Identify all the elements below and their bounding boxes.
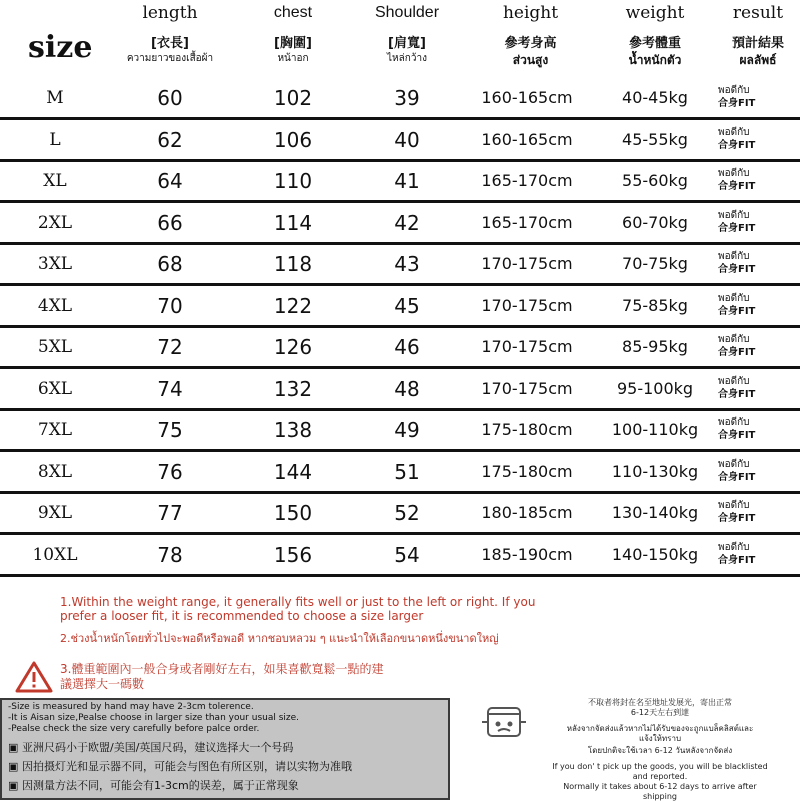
header-height-zh: 參考身高 (504, 36, 557, 51)
size-label: 10XL (32, 545, 78, 565)
chest-value: 144 (273, 460, 313, 484)
result-fit: 合身FIT (718, 513, 756, 524)
weight-value: 95-100kg (616, 379, 694, 398)
chest-value: 156 (273, 543, 313, 567)
size-label: 9XL (37, 503, 73, 523)
header-shoulder-th: ไหล่กว้าง (387, 53, 427, 64)
height-value: 180-185cm (481, 503, 573, 522)
weight-value: 110-130kg (611, 462, 699, 481)
header-result-en: result (732, 3, 784, 23)
result-th: พอดีกับ (718, 334, 750, 345)
table-row (0, 327, 800, 369)
size-label: L (49, 130, 61, 150)
height-value: 175-180cm (481, 462, 573, 481)
size-label: 7XL (37, 420, 73, 440)
length-value: 76 (157, 460, 183, 484)
table-row (0, 203, 800, 245)
note-3-line-2: 議選擇大一碼數 (60, 677, 145, 691)
chest-value: 102 (273, 86, 313, 110)
delivery-box-icon (480, 700, 528, 744)
header-result-zh: 預計結果 (731, 36, 784, 51)
result-th: พอดีกับ (718, 459, 750, 470)
result-fit: 合身FIT (718, 430, 756, 441)
header-shoulder-en: Shoulder (374, 4, 440, 21)
height-value: 160-165cm (481, 88, 573, 107)
chest-value: 114 (273, 211, 313, 235)
header-result (716, 0, 800, 86)
result-th: พอดีกับ (718, 127, 750, 138)
shoulder-value: 52 (394, 501, 420, 525)
shoulder-value: 51 (394, 460, 420, 484)
table-row (0, 286, 800, 328)
shoulder-value: 45 (394, 294, 420, 318)
header-height-en: height (502, 3, 559, 23)
lock-icon: ▣ (8, 760, 19, 773)
result-cell (718, 458, 788, 492)
weight-value: 130-140kg (611, 503, 699, 522)
header-chest-zh: [胸圍] (274, 36, 312, 51)
height-value: 170-175cm (481, 254, 573, 273)
shipping-th-1: หลังจากจัดส่งแล้วหากไม่ได้รับของจะถูกแบล็คลิสต์และ (566, 724, 754, 733)
result-cell (718, 250, 788, 284)
header-length (110, 0, 230, 86)
shoulder-value: 43 (394, 252, 420, 276)
height-value: 175-180cm (481, 420, 573, 439)
table-row (0, 78, 800, 120)
disclaimer-en-2: -It is Aisan size,Pealse choose in larger size than your usual size. (8, 713, 300, 723)
chest-value: 110 (273, 169, 313, 193)
header-length-th: ความยาวของเสื้อผ้า (126, 53, 214, 64)
size-label: 8XL (37, 462, 73, 482)
result-cell (718, 375, 788, 409)
weight-value: 45-55kg (622, 130, 688, 149)
weight-value: 75-85kg (622, 296, 688, 315)
result-fit: 合身FIT (718, 472, 756, 483)
result-fit: 合身FIT (718, 389, 756, 400)
result-cell (718, 209, 788, 243)
shipping-th-3: โดยปกติจะใช้เวลา 6-12 วันหลังจากจัดส่ง (587, 746, 733, 755)
header-shoulder (352, 0, 462, 86)
header-length-zh: [衣長] (151, 36, 189, 51)
header-height-th: ส่วนสูง (512, 53, 549, 67)
length-value: 66 (157, 211, 183, 235)
shoulder-value: 41 (394, 169, 420, 193)
disclaimer-zh-1 (8, 741, 293, 755)
chest-value: 138 (273, 418, 313, 442)
result-th: พอดีกับ (718, 293, 750, 304)
header-chest-en: chest (273, 4, 313, 21)
table-row (0, 161, 800, 203)
note-1-line-2: prefer a looser fit, it is recommended to choose a size larger (60, 609, 424, 623)
weight-value: 70-75kg (622, 254, 688, 273)
size-label: M (46, 88, 64, 108)
chest-value: 122 (273, 294, 313, 318)
size-label: XL (43, 171, 67, 191)
shoulder-value: 54 (394, 543, 420, 567)
note-1 (60, 595, 535, 623)
height-value: 185-190cm (481, 545, 573, 564)
shoulder-value: 40 (394, 128, 420, 152)
weight-value: 100-110kg (611, 420, 699, 439)
result-cell (718, 84, 788, 118)
result-fit: 合身FIT (718, 140, 756, 151)
shipping-en-3: Normally it takes about 6-12 days to arrive after (563, 782, 757, 791)
header-weight-zh: 參考體重 (628, 36, 681, 51)
shoulder-value: 39 (394, 86, 420, 110)
shipping-notice (460, 690, 800, 800)
disclaimer-zh-1-text: 亚洲尺码小于欧盟/美国/英国尺码，建议选择大一个号码 (22, 741, 294, 754)
result-cell (718, 333, 788, 367)
result-cell (718, 499, 788, 533)
result-fit: 合身FIT (718, 98, 756, 109)
shipping-en-4: shipping (643, 792, 677, 801)
note-3 (60, 662, 383, 692)
result-fit: 合身FIT (718, 264, 756, 275)
chest-value: 118 (273, 252, 313, 276)
length-value: 75 (157, 418, 183, 442)
warning-triangle-icon (14, 660, 54, 694)
length-value: 74 (157, 377, 183, 401)
height-value: 170-175cm (481, 337, 573, 356)
header-length-en: length (142, 3, 198, 23)
result-fit: 合身FIT (718, 223, 756, 234)
weight-value: 40-45kg (622, 88, 688, 107)
shipping-th-2: แจ้งให้ทราบ (638, 734, 682, 743)
size-label: 5XL (37, 337, 73, 357)
result-cell (718, 292, 788, 326)
note-2: 2.ช่วงน้ำหนักโดยทั่วไปจะพอดีหรือพอดี หากชอบหลวม ๆ แนะนำให้เลือกขนาดหนึ่งขนาดใหญ่ (60, 632, 499, 645)
result-cell (718, 541, 788, 575)
shoulder-value: 42 (394, 211, 420, 235)
header-chest (238, 0, 348, 86)
disclaimer-panel (0, 698, 450, 800)
disclaimer-en-3: -Pealse check the size very carefully before palce order. (8, 724, 260, 734)
disclaimer-en-1: -Size is measured by hand may have 2-3cm tolerence. (8, 702, 254, 712)
length-value: 78 (157, 543, 183, 567)
shipping-zh-2: 6-12天左右到達 (630, 708, 690, 717)
result-fit: 合身FIT (718, 347, 756, 358)
note-3-line-1: 3.體重範圍內一般合身或者剛好左右，如果喜歡寬鬆一點的建 (60, 662, 384, 676)
size-label: 4XL (37, 296, 73, 316)
result-th: พอดีกับ (718, 85, 750, 96)
length-value: 77 (157, 501, 183, 525)
table-row (0, 244, 800, 286)
size-label: 6XL (37, 379, 73, 399)
header-result-th: ผลลัพธ์ (739, 53, 777, 67)
result-th: พอดีกับ (718, 500, 750, 511)
header-chest-th: หน้าอก (277, 53, 309, 64)
result-cell (718, 416, 788, 450)
header-weight-th: น้ำหนักตัว (628, 53, 682, 67)
result-cell (718, 167, 788, 201)
height-value: 160-165cm (481, 130, 573, 149)
chest-value: 106 (273, 128, 313, 152)
disclaimer-zh-3-text: 因测量方法不同，可能会有1-3cm的误差，属于正常现象 (22, 779, 299, 792)
result-th: พอดีกับ (718, 542, 750, 553)
length-value: 64 (157, 169, 183, 193)
result-th: พอดีกับ (718, 376, 750, 387)
disclaimer-zh-3 (8, 779, 299, 793)
length-value: 60 (157, 86, 183, 110)
chest-value: 132 (273, 377, 313, 401)
chest-value: 150 (273, 501, 313, 525)
lock-icon: ▣ (8, 741, 19, 754)
shoulder-value: 48 (394, 377, 420, 401)
table-row (0, 120, 800, 162)
result-th: พอดีกับ (718, 251, 750, 262)
result-cell (718, 126, 788, 160)
shoulder-value: 49 (394, 418, 420, 442)
header-weight (595, 0, 715, 86)
table-row (0, 493, 800, 535)
shipping-en-1: If you don' t pick up the goods, you will be blacklisted (552, 762, 768, 771)
result-fit: 合身FIT (718, 306, 756, 317)
result-th: พอดีกับ (718, 417, 750, 428)
length-value: 70 (157, 294, 183, 318)
table-row (0, 410, 800, 452)
header-height (468, 0, 593, 86)
height-value: 165-170cm (481, 171, 573, 190)
result-fit: 合身FIT (718, 181, 756, 192)
size-column-title: size (28, 30, 93, 65)
height-value: 165-170cm (481, 213, 573, 232)
result-th: พอดีกับ (718, 210, 750, 221)
shipping-en-2: and reported. (632, 772, 688, 781)
header-weight-en: weight (625, 3, 685, 23)
shipping-zh-1: 不取者将封在名至地址发展光，寄出正常 (588, 698, 732, 707)
weight-value: 55-60kg (622, 171, 688, 190)
weight-value: 60-70kg (622, 213, 688, 232)
result-th: พอดีกับ (718, 168, 750, 179)
lock-icon: ▣ (8, 779, 19, 792)
weight-value: 140-150kg (611, 545, 699, 564)
table-row (0, 369, 800, 411)
table-row (0, 452, 800, 494)
weight-value: 85-95kg (622, 337, 688, 356)
disclaimer-zh-2 (8, 760, 352, 774)
chest-value: 126 (273, 335, 313, 359)
height-value: 170-175cm (481, 296, 573, 315)
length-value: 62 (157, 128, 183, 152)
length-value: 68 (157, 252, 183, 276)
note-1-line-1: 1.Within the weight range, it generally fits well or just to the left or right. If you (60, 595, 536, 609)
size-label: 3XL (37, 254, 73, 274)
size-label: 2XL (37, 213, 73, 233)
height-value: 170-175cm (481, 379, 573, 398)
shoulder-value: 46 (394, 335, 420, 359)
disclaimer-zh-2-text: 因拍摄灯光和显示器不同，可能会与图色有所区别，请以实物为准哦 (22, 760, 352, 773)
result-fit: 合身FIT (718, 555, 756, 566)
table-row (0, 535, 800, 577)
length-value: 72 (157, 335, 183, 359)
header-shoulder-zh: [肩寬] (388, 36, 426, 51)
